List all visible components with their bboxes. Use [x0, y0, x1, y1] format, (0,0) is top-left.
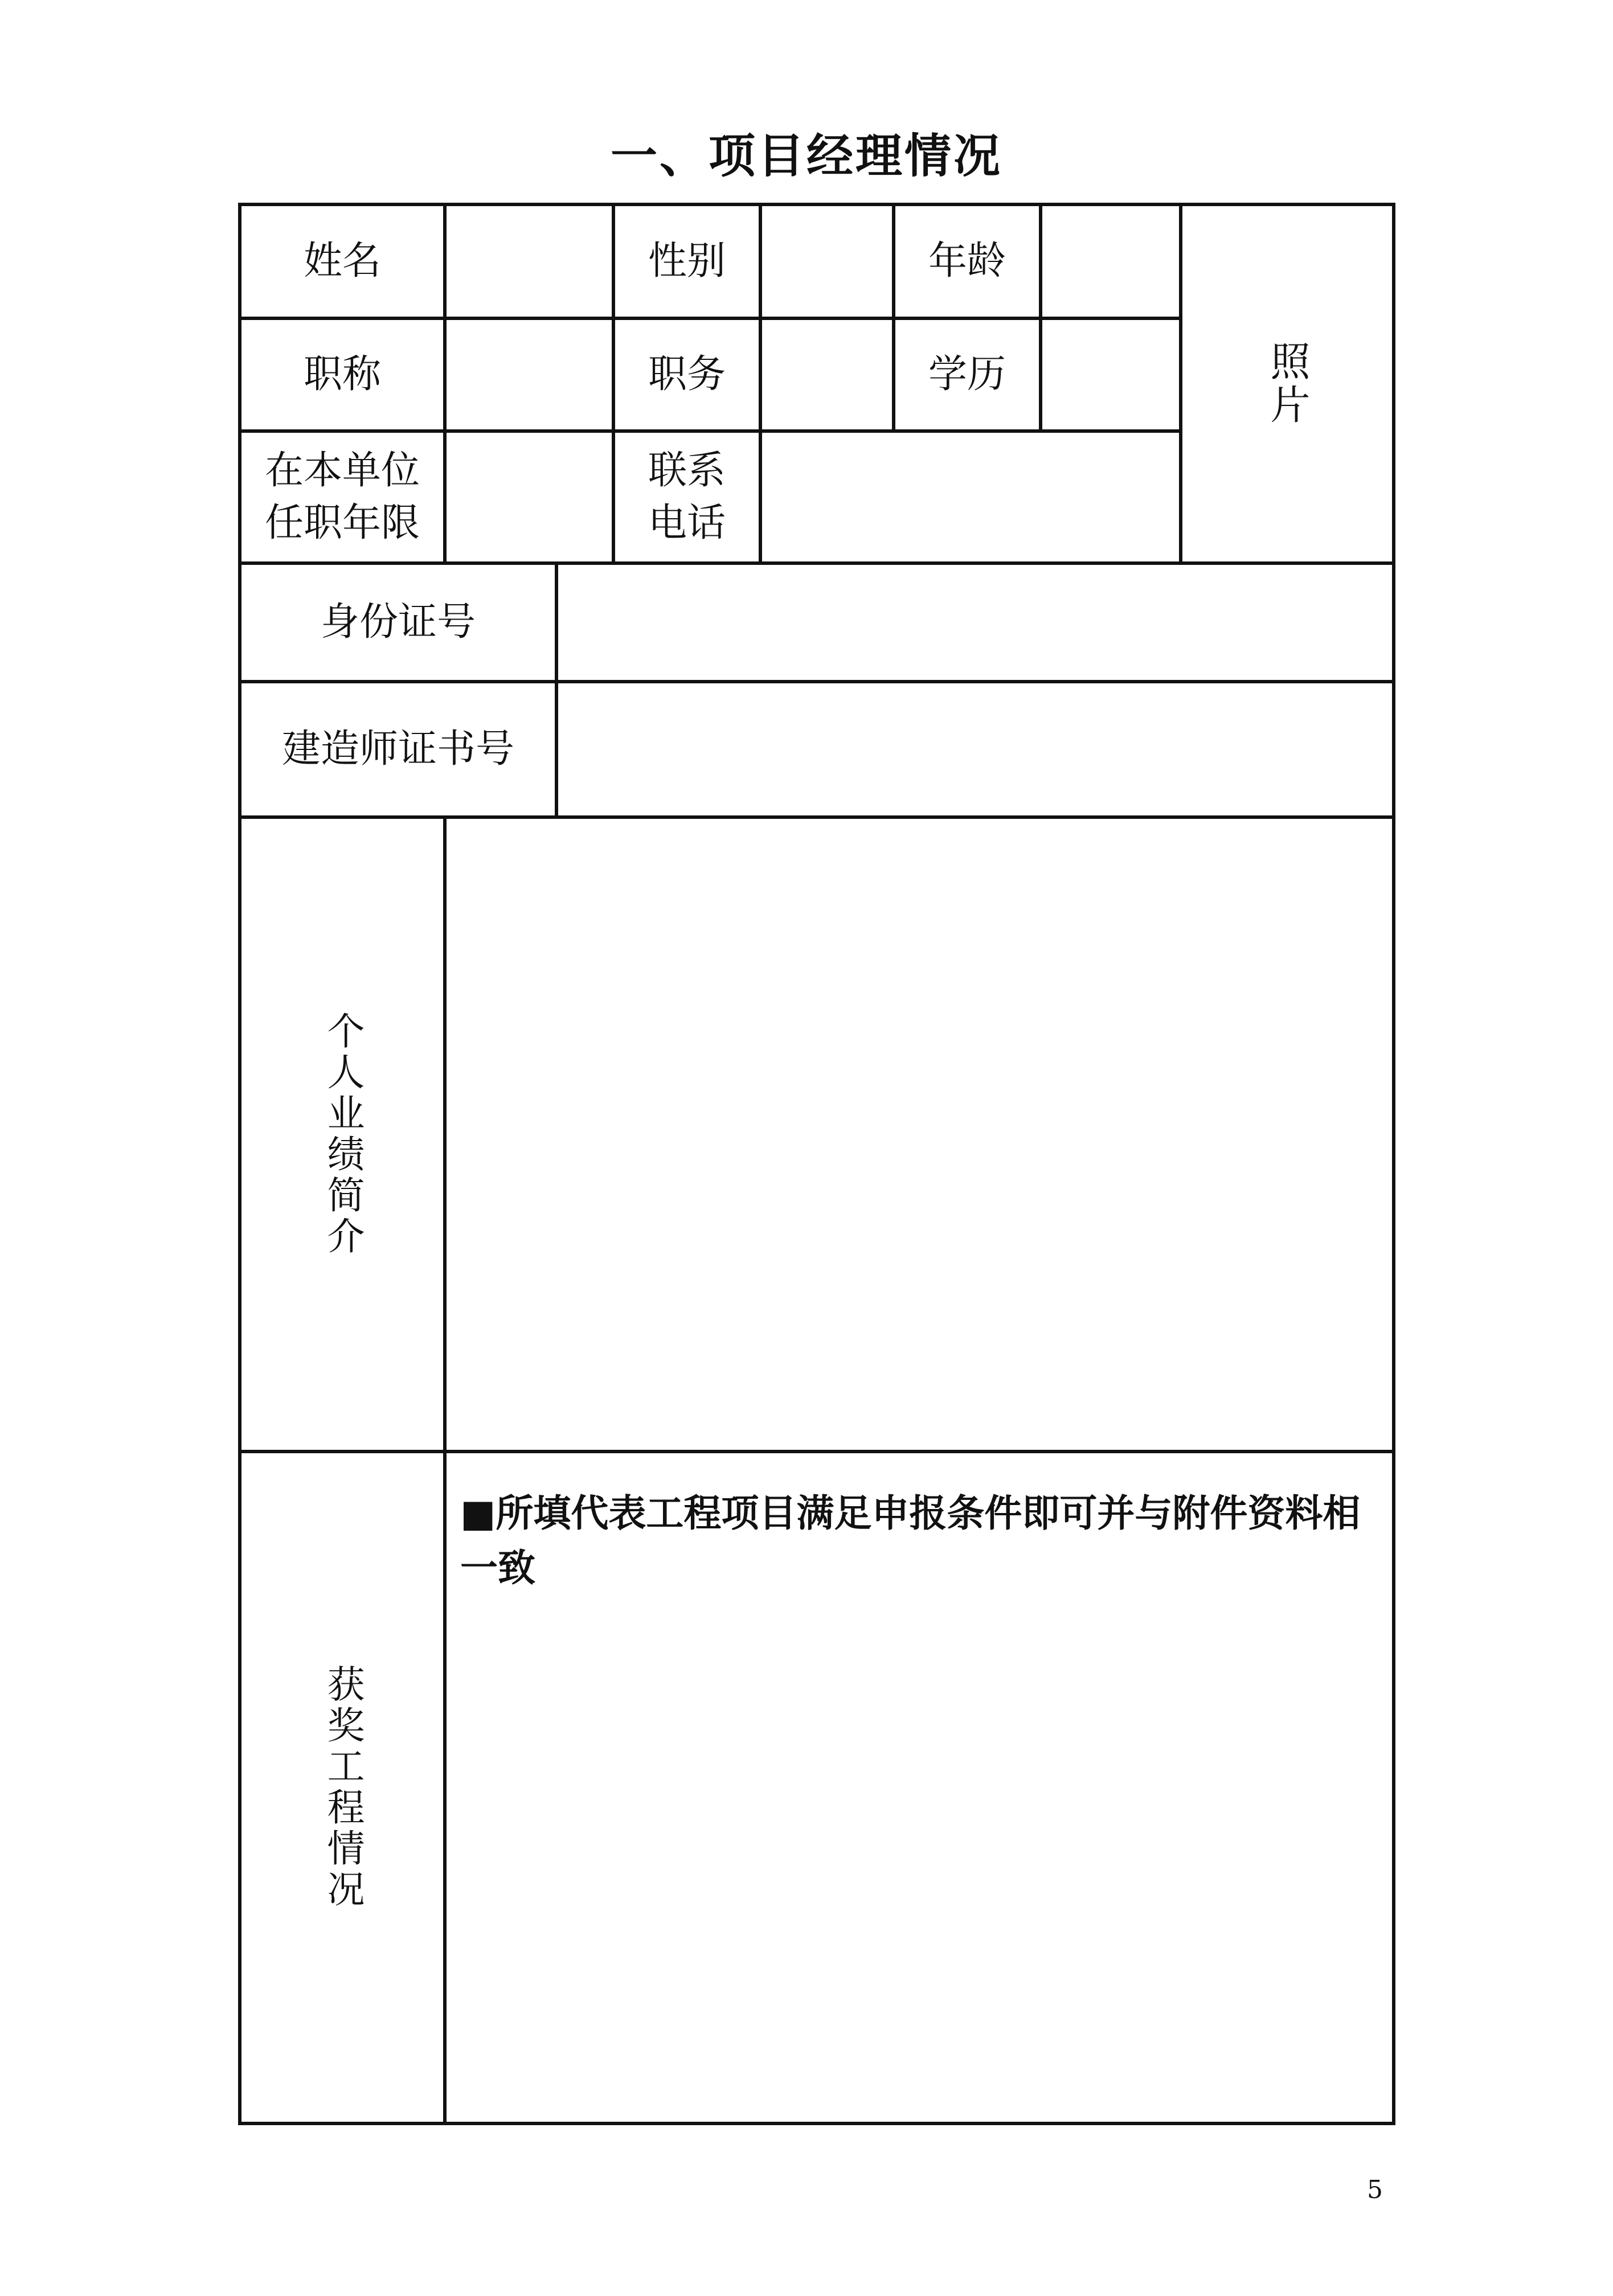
photo-box[interactable]: 照片: [1179, 203, 1395, 565]
awards-note: ■所填代表工程项目满足申报条件即可并与附件资料相一致: [460, 1491, 1361, 1590]
label-builder-cert: 建造师证书号: [238, 680, 558, 819]
label-phone: [612, 429, 762, 565]
phone-field[interactable]: [759, 429, 1182, 565]
label-tenure: [238, 429, 447, 565]
label-tenure-line2: 任职年限: [264, 501, 420, 546]
label-position: 职务: [612, 317, 762, 433]
label-name: 姓名: [238, 203, 447, 320]
label-education: 学历: [892, 317, 1042, 433]
label-phone-line1: 联系: [648, 448, 726, 493]
label-awards: 获奖工程情况: [238, 1450, 447, 2125]
id-number-field[interactable]: [555, 561, 1395, 683]
title-field[interactable]: [443, 317, 615, 433]
age-field[interactable]: [1039, 203, 1182, 320]
label-tenure-line1: 在本单位: [264, 448, 420, 493]
position-field[interactable]: [759, 317, 895, 433]
label-gender: 性别: [612, 203, 762, 320]
page-number: 5: [1367, 2175, 1383, 2204]
label-title: 职称: [238, 317, 447, 433]
tenure-field[interactable]: [443, 429, 615, 565]
name-field[interactable]: [443, 203, 615, 320]
page-title: 一、项目经理情况: [610, 129, 1002, 183]
label-phone-line2: 电话: [648, 501, 726, 546]
education-field[interactable]: [1039, 317, 1182, 433]
gender-field[interactable]: [759, 203, 895, 320]
label-age: 年龄: [892, 203, 1042, 320]
label-id-number: 身份证号: [238, 561, 558, 683]
performance-field[interactable]: [443, 815, 1395, 1453]
label-performance: 个人业绩简介: [238, 815, 447, 1453]
builder-cert-field[interactable]: [555, 680, 1395, 819]
